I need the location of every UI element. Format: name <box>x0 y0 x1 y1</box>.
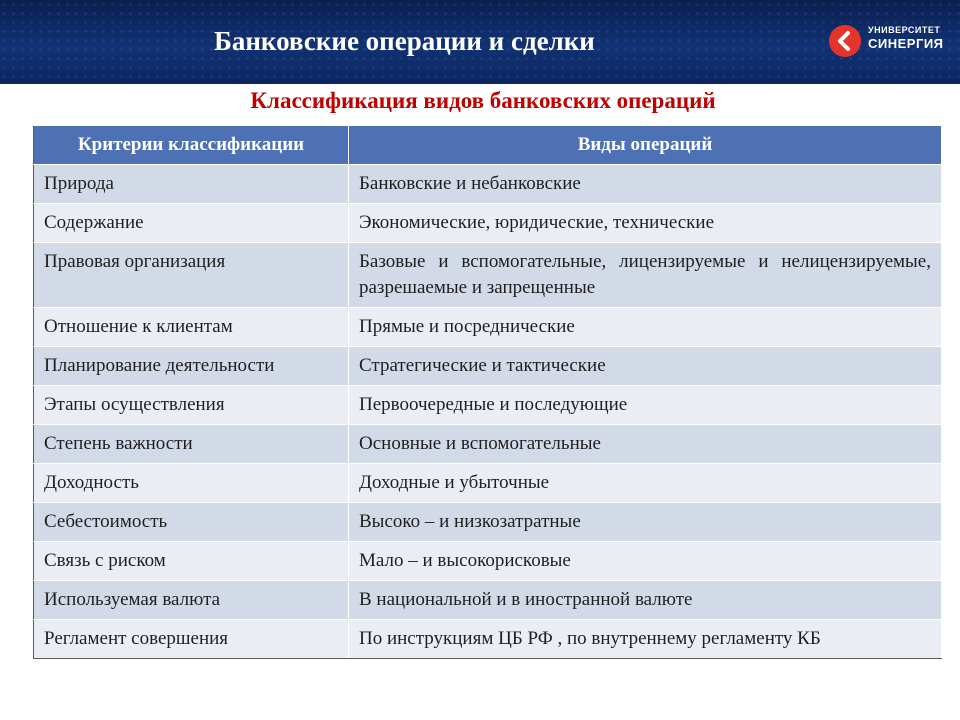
column-header-types: Виды операций <box>349 126 942 165</box>
criteria-cell: Степень важности <box>34 425 349 464</box>
types-cell: Стратегические и тактические <box>349 347 942 386</box>
table-header-row <box>34 126 942 165</box>
logo-text <box>868 26 944 50</box>
logo-line2: СИНЕРГИЯ <box>868 36 944 51</box>
types-cell: Базовые и вспомогательные, лицензируемые и нелицензируемые, разрешаемые и запрещенные <box>349 243 942 308</box>
header-banner <box>0 0 960 84</box>
table-row <box>34 165 942 204</box>
criteria-cell: Регламент совершения <box>34 620 349 659</box>
criteria-cell: Отношение к клиентам <box>34 308 349 347</box>
table-row <box>34 503 942 542</box>
table-row <box>34 243 942 308</box>
criteria-cell: Правовая организация <box>34 243 349 308</box>
criteria-cell: Этапы осуществления <box>34 386 349 425</box>
types-cell: По инструкциям ЦБ РФ , по внутреннему регламенту КБ <box>349 620 942 659</box>
criteria-cell: Природа <box>34 165 349 204</box>
table-row <box>34 347 942 386</box>
table-row <box>34 464 942 503</box>
types-cell: Экономические, юридические, технические <box>349 204 942 243</box>
criteria-cell: Себестоимость <box>34 503 349 542</box>
table-row <box>34 620 942 659</box>
table-row <box>34 425 942 464</box>
table-row <box>34 204 942 243</box>
criteria-cell: Планирование деятельности <box>34 347 349 386</box>
types-cell: Высоко – и низкозатратные <box>349 503 942 542</box>
synergy-logo-icon <box>828 24 862 58</box>
criteria-cell: Используемая валюта <box>34 581 349 620</box>
table-title: Классификация видов банковских операций <box>250 88 716 113</box>
types-cell: Основные и вспомогательные <box>349 425 942 464</box>
university-logo <box>828 22 948 62</box>
table-row <box>34 581 942 620</box>
table-row <box>34 308 942 347</box>
logo-line1: УНИВЕРСИТЕТ <box>868 25 941 35</box>
page-title: Банковские операции и сделки <box>214 26 595 56</box>
types-cell: Прямые и посреднические <box>349 308 942 347</box>
criteria-cell: Содержание <box>34 204 349 243</box>
column-header-criteria: Критерии классификации <box>34 126 349 165</box>
criteria-cell: Связь с риском <box>34 542 349 581</box>
types-cell: Первоочередные и последующие <box>349 386 942 425</box>
types-cell: Банковские и небанковские <box>349 165 942 204</box>
types-cell: Мало – и высокорисковые <box>349 542 942 581</box>
types-cell: В национальной и в иностранной валюте <box>349 581 942 620</box>
classification-table <box>33 125 942 659</box>
types-cell: Доходные и убыточные <box>349 464 942 503</box>
table-row <box>34 542 942 581</box>
criteria-cell: Доходность <box>34 464 349 503</box>
table-row <box>34 386 942 425</box>
